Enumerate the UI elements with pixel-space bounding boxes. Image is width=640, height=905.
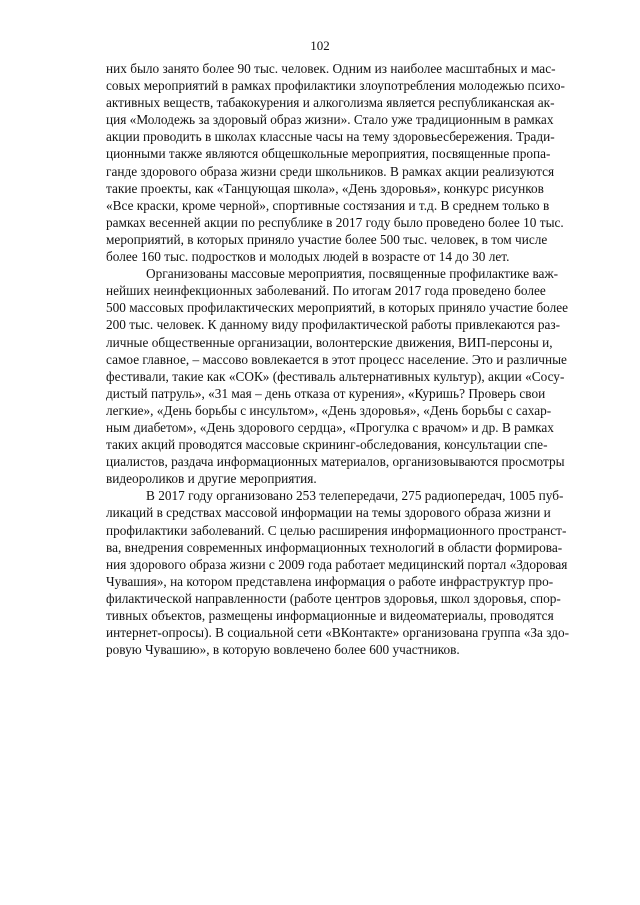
text-line: ликаций в средствах массовой информации на темы здорового образа жизни и: [106, 505, 551, 521]
text-line: мероприятий, в которых приняло участие более 500 тыс. человек, в том числе: [106, 231, 548, 247]
text-line: ционными также являются общешкольные мероприятия, посвященные пропа-: [106, 146, 551, 162]
page-number: 102: [310, 38, 330, 53]
text-line: активных веществ, табакокурения и алкоголизма является республиканская ак-: [106, 95, 555, 111]
text-line: совых мероприятий в рамках профилактики злоупотребления молодежью психо-: [106, 78, 565, 94]
text-line: самое главное, – массово вовлекается в этот процесс население. Это и различные: [106, 351, 567, 367]
text-line: таких акций проводятся массовые скрининг-обследования, консультации спе-: [106, 437, 548, 453]
text-line: ным диабетом», «День здорового сердца», «Прогулка с врачом» и др. В рамках: [106, 419, 554, 435]
text-line: легкие», «День борьбы с инсультом», «День здоровья», «День борьбы с сахар-: [106, 402, 552, 418]
text-line: акции проводить в школах классные часы на тему здоровьесбережения. Тради-: [106, 129, 555, 145]
text-line: профилактики заболеваний. С целью расширения информационного пространст-: [106, 522, 567, 538]
text-line: рамках весенней акции по республике в 2017 году было проведено более 10 тыс.: [106, 214, 564, 230]
text-line: такие проекты, как «Танцующая школа», «День здоровья», конкурс рисунков: [106, 180, 544, 196]
text-line: ганде здорового образа жизни среди школьников. В рамках акции реализуются: [106, 163, 555, 179]
text-line: 200 тыс. человек. К данному виду профилактической работы привлекаются раз-: [106, 317, 561, 333]
text-line: В 2017 году организовано 253 телепередачи, 275 радиопередач, 1005 пуб-: [146, 488, 564, 504]
text-line: дистый патруль», «31 мая – день отказа от курения», «Куришь? Проверь свои: [106, 385, 546, 401]
text-line: тивных объектов, размещены информационные и видеоматериалы, проводятся: [106, 608, 554, 623]
text-line: них было занято более 90 тыс. человек. Одним из наиболее масштабных и мас-: [106, 61, 556, 76]
text-line: личные общественные организации, волонтерские движения, ВИП-персоны и,: [106, 334, 553, 350]
text-line: 500 массовых профилактических мероприятий, в которых приняло участие более: [106, 300, 569, 316]
text-line: циалистов, раздача информационных материалов, организовываются просмотры: [106, 454, 565, 470]
text-line: ва, внедрения современных информационных технологий в области формирова-: [106, 539, 563, 555]
text-line: ровую Чувашию», в которую вовлечено более 600 участников.: [106, 642, 460, 658]
body-text: [106, 60, 570, 658]
text-line: филактической направленности (работе центров здоровья, школ здоровья, спор-: [106, 590, 561, 606]
text-line: ния здорового образа жизни с 2009 года работает медицинский портал «Здоровая: [106, 556, 568, 572]
text-line: Чувашия», на котором представлена информация о работе инфраструктур про-: [106, 573, 554, 589]
text-line: «Все краски, кроме черной», спортивные состязания и т.д. В среднем только в: [106, 197, 550, 213]
text-line: более 160 тыс. подростков и молодых людей в возрасте от 14 до 30 лет.: [106, 249, 510, 265]
text-line: интернет-опросы). В социальной сети «ВКонтакте» организована группа «За здо-: [106, 625, 570, 641]
text-line: фестивали, такие как «СОК» (фестиваль альтернативных культур), акции «Сосу-: [106, 368, 565, 384]
text-line: видеороликов и другие мероприятия.: [106, 471, 317, 487]
text-line: ция «Молодежь за здоровый образ жизни». Стало уже традиционным в рамках: [106, 112, 554, 128]
text-line: Организованы массовые мероприятия, посвященные профилактике важ-: [146, 266, 559, 282]
text-line: нейших неинфекционных заболеваний. По итогам 2017 года проведено более: [106, 283, 546, 299]
